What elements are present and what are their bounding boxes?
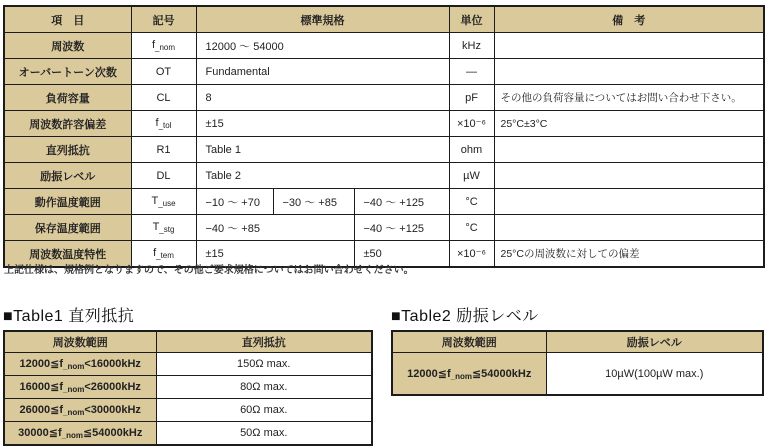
table2-heading <box>391 303 539 326</box>
unit-cell: kHz <box>449 33 494 59</box>
symbol-cell: OT <box>131 59 196 85</box>
table-row <box>4 163 764 189</box>
spec-cell: −30 ～ +85 <box>273 189 354 215</box>
item-cell: 周波数 <box>4 33 131 59</box>
value-cell: 10µW(100µW max.) <box>546 353 763 396</box>
table-row <box>4 189 764 215</box>
spec-cell: 12000 ～ 54000 <box>196 33 449 59</box>
remarks-cell <box>494 163 764 189</box>
table-row <box>4 137 764 163</box>
table2-col-value: 励振レベル <box>546 331 763 353</box>
spec-table <box>3 5 765 268</box>
col-header-remarks: 備 考 <box>494 6 764 33</box>
symbol-cell: DL <box>131 163 196 189</box>
spec-cell: −40 ～ +125 <box>354 189 449 215</box>
unit-cell: ohm <box>449 137 494 163</box>
spec-cell: −40 ～ +125 <box>354 215 449 241</box>
drive-level-table <box>391 330 764 396</box>
table-row <box>4 33 764 59</box>
remarks-cell: 25°C±3°C <box>494 111 764 137</box>
table-row <box>4 59 764 85</box>
table-row <box>4 215 764 241</box>
unit-cell: — <box>449 59 494 85</box>
spec-cell: ±50 <box>354 241 449 268</box>
symbol-cell: R1 <box>131 137 196 163</box>
unit-cell: °C <box>449 189 494 215</box>
item-cell: オーバートーン次数 <box>4 59 131 85</box>
range-cell: $12000≦f_{\_nom}≦54000kHz$ <box>392 353 546 396</box>
unit-cell: pF <box>449 85 494 111</box>
symbol-cell: CL <box>131 85 196 111</box>
item-cell: 直列抵抗 <box>4 137 131 163</box>
remarks-cell <box>494 189 764 215</box>
remarks-cell <box>494 59 764 85</box>
remarks-cell: その他の負荷容量についてはお問い合わせ下さい。 <box>494 85 764 111</box>
unit-cell: ×10⁻⁶ <box>449 241 494 268</box>
value-cell: 50Ω max. <box>156 422 372 446</box>
table1-col-value: 直列抵抗 <box>156 331 372 353</box>
spec-cell: −10 ～ +70 <box>196 189 273 215</box>
col-header-unit: 単位 <box>449 6 494 33</box>
spec-cell: Table 2 <box>196 163 449 189</box>
col-header-spec: 標準規格 <box>196 6 449 33</box>
spec-cell: ±15 <box>196 241 354 268</box>
range-cell: $12000≦f_{\_nom}<16000kHz$ <box>4 353 156 376</box>
remarks-cell <box>494 137 764 163</box>
spec-cell: 8 <box>196 85 449 111</box>
remarks-cell <box>494 33 764 59</box>
table-row <box>4 85 764 111</box>
spec-cell: Fundamental <box>196 59 449 85</box>
item-cell: 保存温度範囲 <box>4 215 131 241</box>
range-cell: $26000≦f_{\_nom}<30000kHz$ <box>4 399 156 422</box>
item-cell: 周波数許容偏差 <box>4 111 131 137</box>
value-cell: 80Ω max. <box>156 376 372 399</box>
remarks-cell <box>494 215 764 241</box>
spec-cell: ±15 <box>196 111 449 137</box>
spec-header-row <box>4 6 764 33</box>
col-header-symbol: 記号 <box>131 6 196 33</box>
table2-title: Table2 励振レベル <box>401 308 539 325</box>
table1-col-range: 周波数範囲 <box>4 331 156 353</box>
item-cell: 周波数温度特性 <box>4 241 131 268</box>
symbol-cell: $f_{\_tem}$ <box>131 241 196 268</box>
table-row <box>4 422 372 446</box>
table-row <box>4 376 372 399</box>
range-cell: $30000≦f_{\_nom}≦54000kHz$ <box>4 422 156 446</box>
table-row <box>392 353 763 396</box>
table1-title: Table1 直列抵抗 <box>13 308 135 325</box>
footnote: 上記仕様は、規格例となりますので、その他ご要求規格についてはお問い合わせください。 <box>4 265 414 276</box>
symbol-cell: $f_{\_nom}$ <box>131 33 196 59</box>
value-cell: 150Ω max. <box>156 353 372 376</box>
table2-col-range: 周波数範囲 <box>392 331 546 353</box>
series-resistance-table <box>3 330 373 446</box>
square-bullet-icon: ■ <box>3 308 14 325</box>
item-cell: 励振レベル <box>4 163 131 189</box>
spec-cell: Table 1 <box>196 137 449 163</box>
unit-cell: °C <box>449 215 494 241</box>
spec-cell: −40 ～ +85 <box>196 215 354 241</box>
symbol-cell: $f_{\_tol}$ <box>131 111 196 137</box>
table2-header-row <box>392 331 763 353</box>
symbol-cell: $T_{\_use}$ <box>131 189 196 215</box>
square-bullet-icon: ■ <box>391 308 402 325</box>
table-row <box>4 399 372 422</box>
value-cell: 60Ω max. <box>156 399 372 422</box>
table1-heading <box>3 303 134 326</box>
table-row <box>4 353 372 376</box>
range-cell: $16000≦f_{\_nom}<26000kHz$ <box>4 376 156 399</box>
symbol-cell: $T_{\_stg}$ <box>131 215 196 241</box>
item-cell: 負荷容量 <box>4 85 131 111</box>
unit-cell: µW <box>449 163 494 189</box>
item-cell: 動作温度範囲 <box>4 189 131 215</box>
remarks-cell: 25°Cの周波数に対しての偏差 <box>494 241 764 268</box>
col-header-item: 項 目 <box>4 6 131 33</box>
table1-header-row <box>4 331 372 353</box>
unit-cell: ×10⁻⁶ <box>449 111 494 137</box>
table-row <box>4 111 764 137</box>
